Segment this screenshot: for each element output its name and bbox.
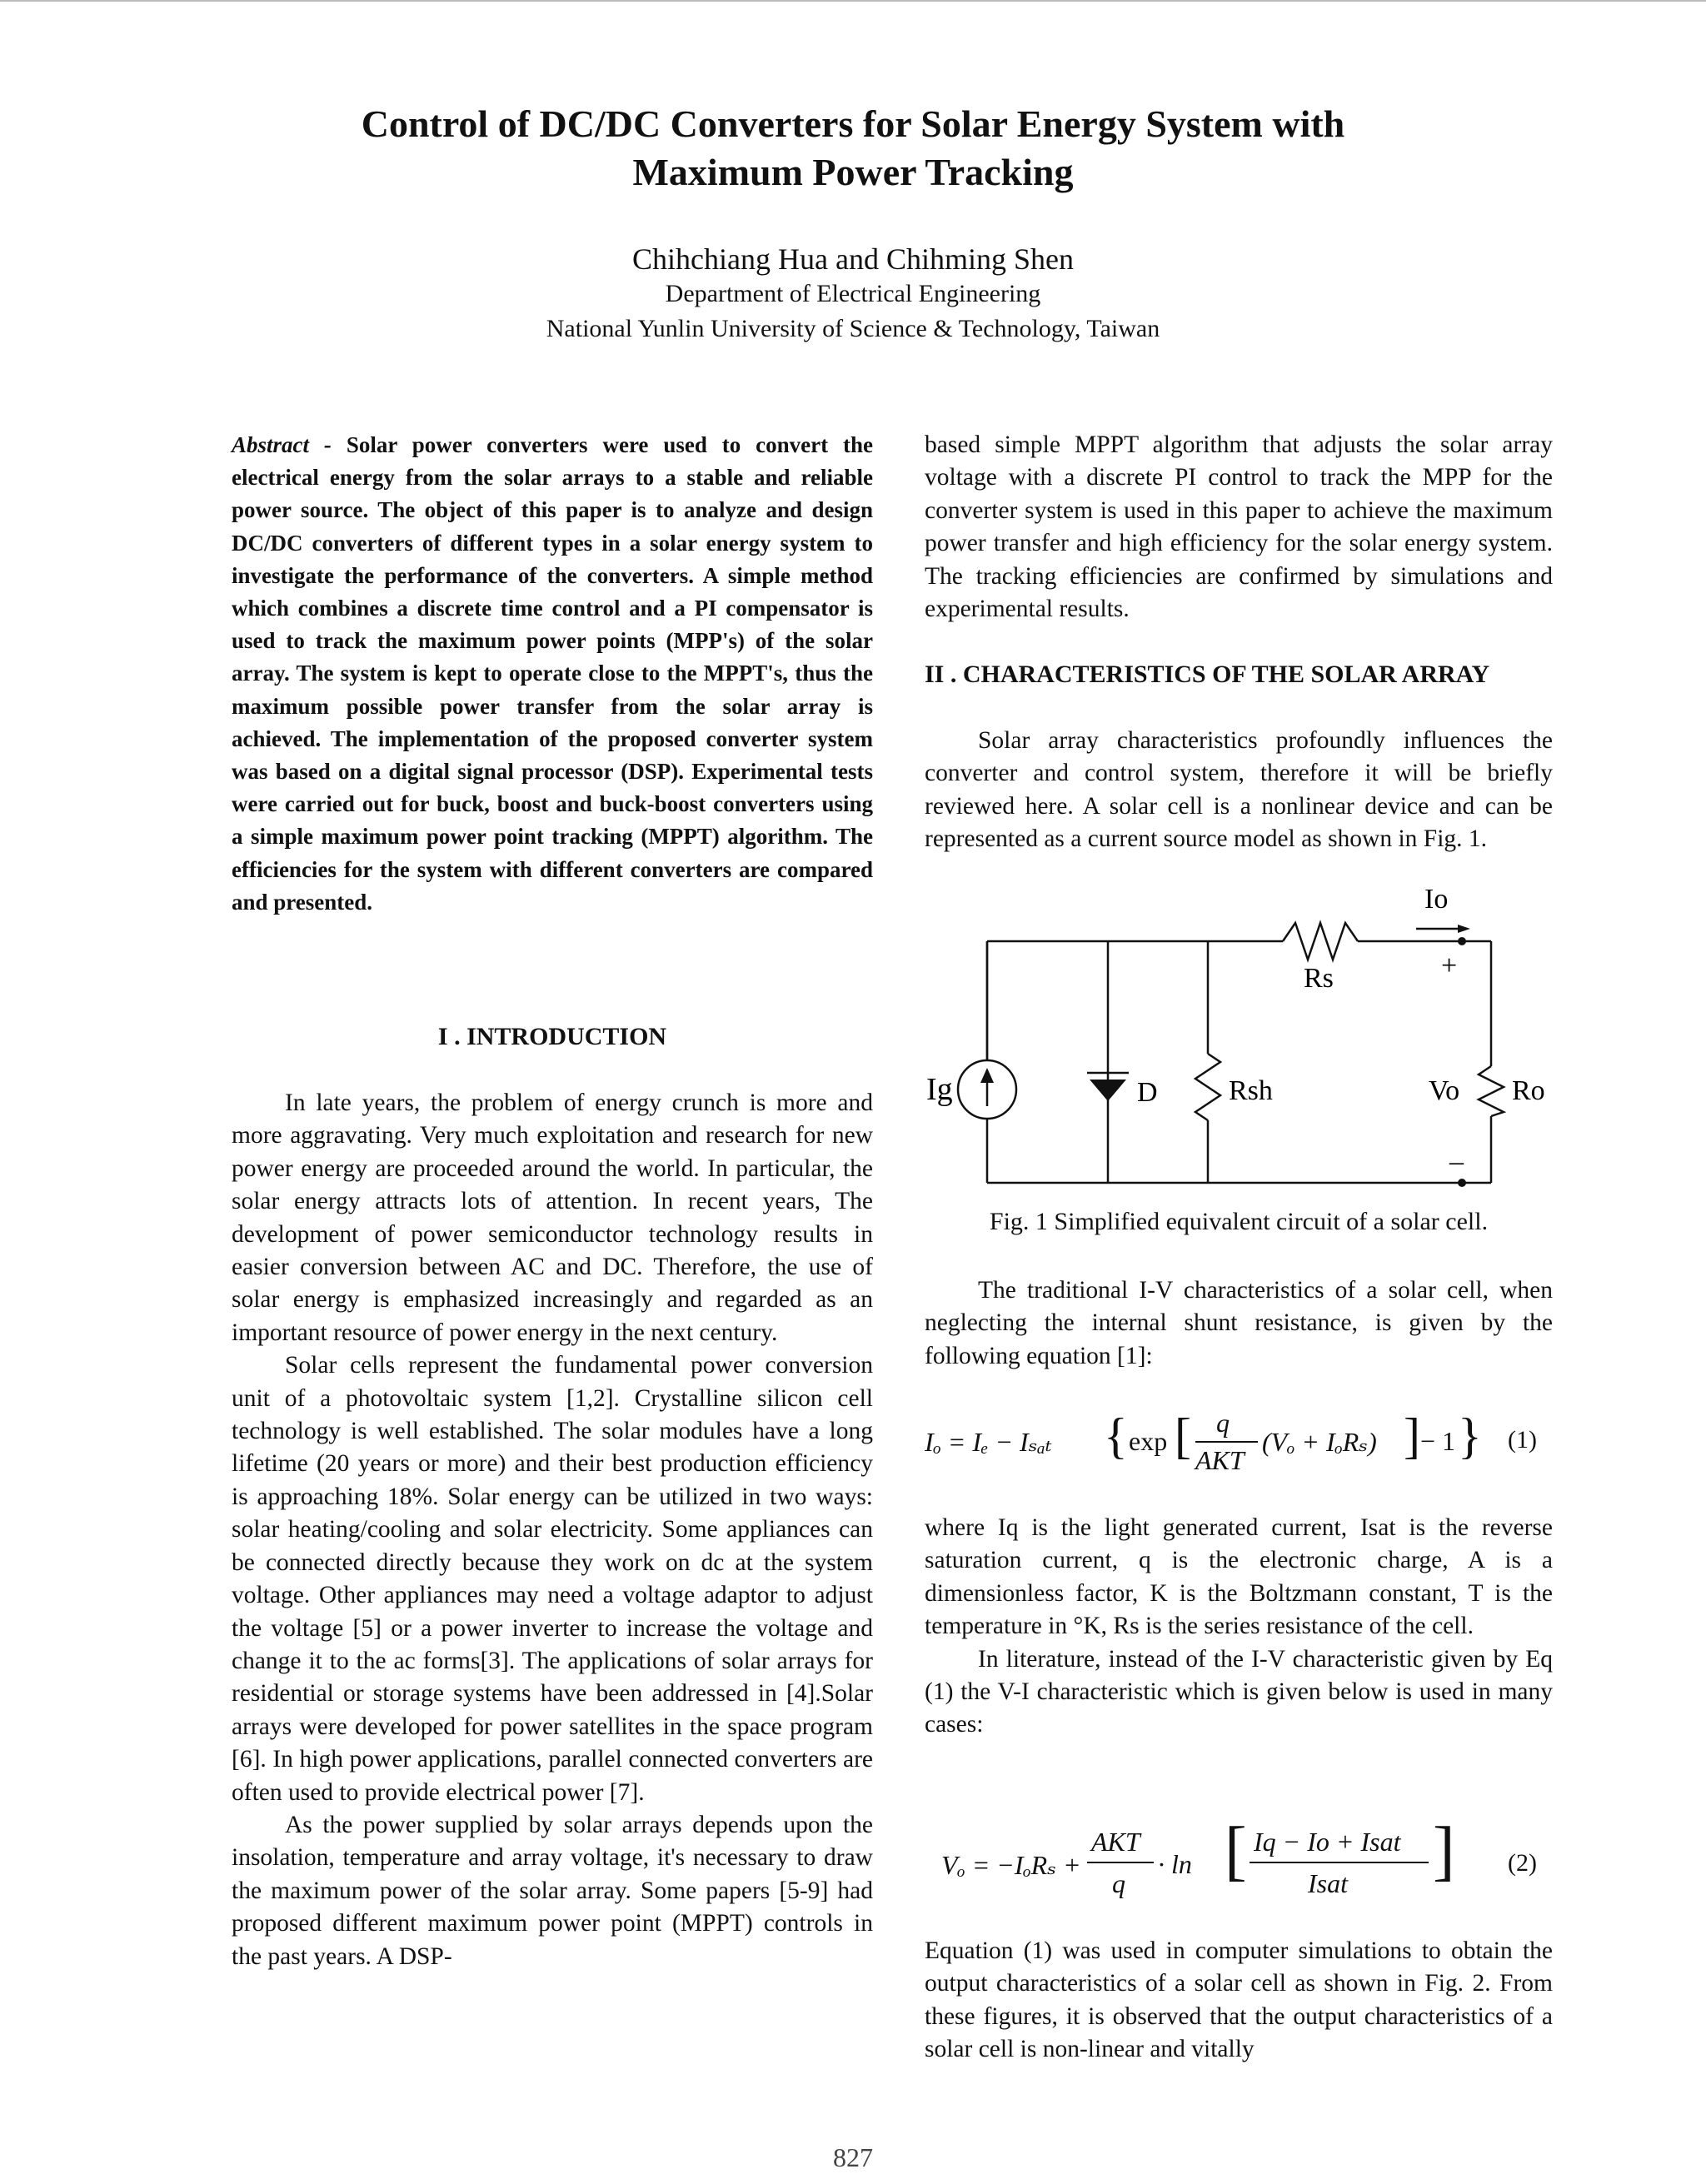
right-paragraph-6	[925, 1935, 1553, 2067]
abstract-label: Abstract -	[232, 432, 332, 457]
page-number: 827	[833, 2142, 873, 2172]
intro-paragraph-2: Solar cells represent the fundamental power conversion unit of a photovoltaic system [1,2]. Crystalline silicon cell technology is well established. The solar modules have a long lifetime (20 years or more) and their best production efficiency is approaching 18%. Solar energy can be utilized in two ways: solar heating/cooling and solar electricity. Some appliances can be connected directly because they work on dc at the system voltage. Other appliances may need a voltage adaptor to adjust the voltage [5] or a power inverter to increase the voltage and change it to the ac forms[3]. The applications of solar arrays for residential or storage systems have been addressed in [4].Solar arrays were developed for power satellites in the space program [6]. In high power applications, parallel connected converters are often used to provide electrical power [7].	[232, 1352, 873, 1806]
introduction	[232, 1087, 873, 1973]
eq1-number: (1)	[1508, 1426, 1537, 1454]
ro-resistor	[1479, 1066, 1504, 1116]
eq1-fraction-bar	[1195, 1441, 1258, 1443]
eq2-den2: Isat	[1308, 1868, 1348, 1898]
eq1-brace-close: }	[1458, 1409, 1482, 1463]
label-rsh: Rsh	[1229, 1075, 1273, 1106]
io-arrow-head-icon	[1458, 925, 1470, 933]
label-minus: –	[1449, 1146, 1464, 1177]
eq2-bracket-open: [	[1225, 1814, 1247, 1887]
label-d: D	[1137, 1077, 1158, 1108]
eq2-left: Vₒ = −IₒRₛ +	[941, 1850, 1081, 1880]
eq1-bracket-close: ]	[1404, 1409, 1420, 1463]
terminal-bottom-dot	[1458, 1179, 1466, 1187]
eq2-num2: Iq − Io + Isat	[1254, 1827, 1401, 1857]
label-io: Io	[1424, 884, 1449, 915]
label-rs: Rs	[1304, 963, 1334, 994]
right-p1-text: based simple MPPT algorithm that adjusts the solar array voltage with a discrete PI control to track the MPP for the converter system is used in this paper to achieve the maximum power transfer and high efficiency for the solar energy system. The tracking efficiencies are confirmed by simulations and experimental results.	[925, 431, 1553, 623]
authors: Chihchiang Hua and Chihming Shen	[632, 242, 1074, 276]
right-paragraphs-4-5	[925, 1512, 1553, 1742]
right-p5-text: In literature, instead of the I-V characteristic given by Eq (1) the V-I characteristic which is given below is used in many cases:	[925, 1645, 1553, 1738]
eq1-den: AKT	[1195, 1445, 1245, 1475]
terminal-top-dot	[1458, 937, 1466, 945]
rs-resistor	[1283, 923, 1358, 960]
right-p6-text: Equation (1) was used in computer simulations to obtain the output characteristics of a solar cell as shown in Fig. 2. From these figures, it is observed that the output characteristics of a solar cell is non-linear and vitally	[925, 1937, 1553, 2063]
eq1-exp: exp	[1129, 1426, 1168, 1456]
eq1-left: Iₒ = Iₑ − Iₛₐₜ	[925, 1427, 1052, 1457]
figure-caption: Fig. 1 Simplified equivalent circuit of a solar cell.	[989, 1208, 1489, 1235]
intro-paragraph-3: As the power supplied by solar arrays depends upon the insolation, temperature and array voltage, it's necessary to draw the maximum power of the solar array. Some papers [5-9] had proposed different maximum power point (MPPT) controls in the past years. A DSP-	[232, 1811, 873, 1970]
section-2-heading: II . CHARACTERISTICS OF THE SOLAR ARRAY	[925, 661, 1490, 688]
label-plus: +	[1441, 950, 1458, 981]
equation-2	[941, 1814, 1553, 1912]
university: National Yunlin University of Science & Technology, Taiwan	[546, 315, 1160, 342]
eq2-fraction-bar	[1087, 1862, 1154, 1863]
eq2-num: AKT	[1091, 1827, 1140, 1857]
right-paragraph-3	[925, 1274, 1553, 1373]
rsh-resistor	[1195, 1054, 1220, 1120]
intro-paragraph-1: In late years, the problem of energy crunch is more and more aggravating. Very much exploitation and research for new power energy are proceeded around the world. In particular, the solar energy attracts lots of attention. In recent years, The development of power semiconductor technology results in easier conversion between AC and DC. Therefore, the use of solar energy is emphasized increasingly and regarded as an important resource of power energy in the next century.	[232, 1090, 873, 1346]
equation-1	[925, 1408, 1553, 1483]
label-ro: Ro	[1512, 1075, 1545, 1106]
abstract-text: Solar power converters were used to convert the electrical energy from the solar arrays to a stable and reliable power source. The object of this paper is to analyze and design DC/DC converters of different types in a solar energy system to investigate the performance of the converters. A simple method which combines a discrete time control and a PI compensator is used to track the maximum power points (MPP's) of the solar array. The system is kept to operate close to the MPPT's, thus the maximum possible power transfer from the solar array is achieved. The implementation of the proposed converter system was based on a digital signal processor (DSP). Experimental tests were carried out for buck, boost and buck-boost converters using a simple maximum power point tracking (MPPT) algorithm. The efficiencies for the system with different converters are compared and presented.	[232, 432, 873, 915]
label-ig: Ig	[926, 1072, 953, 1107]
eq1-bracket-open: [	[1175, 1409, 1191, 1463]
circuit-figure	[925, 875, 1553, 1208]
eq1-tail: (Vₒ + IₒRₛ)	[1262, 1427, 1377, 1457]
diode-icon	[1090, 1080, 1126, 1101]
eq2-den: q	[1112, 1868, 1125, 1898]
title-line-1: Control of DC/DC Converters for Solar Energy System with	[361, 102, 1345, 145]
label-vo: Vo	[1429, 1075, 1460, 1106]
section-1-heading: I . INTRODUCTION	[437, 1023, 667, 1050]
eq2-ln: · ln	[1158, 1849, 1192, 1879]
right-p2-text: Solar array characteristics profoundly influences the converter and control system, therefore it will be briefly reviewed here. A solar cell is a nonlinear device and can be represented as a current source model as shown in Fig. 1.	[925, 727, 1553, 853]
right-paragraph-2	[925, 725, 1553, 856]
eq1-end: − 1	[1420, 1426, 1456, 1456]
paper-title	[250, 100, 1456, 197]
top-border	[0, 0, 1706, 2]
right-p4-text: where Iq is the light generated current, Isat is the reverse saturation current, q is the electronic charge, A is a dimensionless factor, K is the Boltzmann constant, T is the temperature in °K, Rs is the series resistance of the cell.	[925, 1514, 1553, 1640]
abstract	[232, 429, 873, 919]
eq2-bracket-close: ]	[1433, 1814, 1455, 1887]
eq2-number: (2)	[1508, 1849, 1537, 1877]
right-paragraph-1	[925, 429, 1553, 626]
eq1-brace-open: {	[1104, 1409, 1128, 1463]
eq1-num: q	[1216, 1408, 1230, 1438]
right-p3-text: The traditional I-V characteristics of a solar cell, when neglecting the internal shunt resistance, is given by the following equation [1]:	[925, 1277, 1553, 1369]
eq2-fraction-bar-2	[1250, 1862, 1429, 1863]
title-line-2: Maximum Power Tracking	[632, 151, 1074, 193]
department: Department of Electrical Engineering	[665, 280, 1041, 307]
